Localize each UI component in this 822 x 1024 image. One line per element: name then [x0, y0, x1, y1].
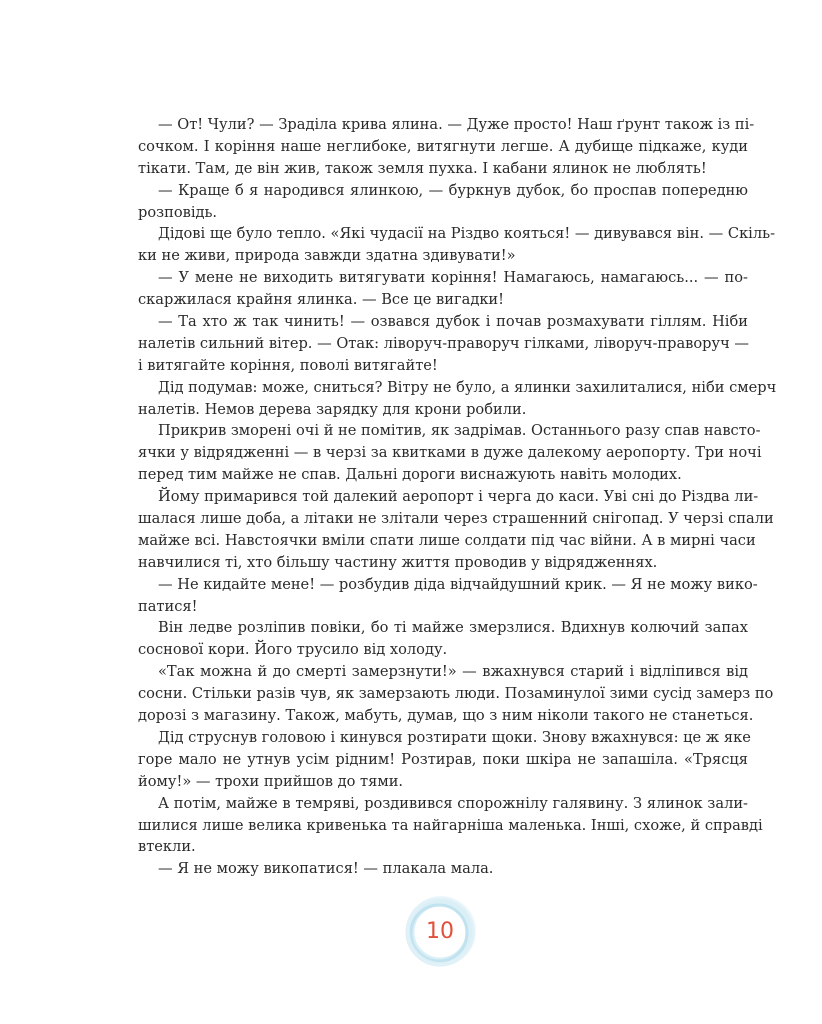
text-line: Прикрив зморені очі й не помітив, як задрімав. Останнього разу спав навсто- — [158, 422, 761, 440]
text-line: — У мене не виходить витягувати коріння! Намагаюсь, намагаюсь... — по- — [158, 269, 748, 287]
text-line: — Краще б я народився ялинкою, — буркнув дубок, бо проспав попередню — [158, 181, 748, 199]
page-number-badge — [402, 894, 478, 970]
text-line: тікати. Там, де він жив, також земля пухка. І кабани ялинок не люблять! — [138, 159, 707, 177]
text-line: і витягайте коріння, поволі витягайте! — [138, 356, 438, 374]
text-line: шалася лише доба, а літаки не злітали через страшенний снігопад. У черзі спали — [138, 510, 774, 528]
text-line: «Так можна й до смерті замерзнути!» — вжахнувся старий і відліпився від — [158, 663, 748, 681]
text-line: шилися лише велика кривенька та найгарніша маленька. Інші, схоже, й справді — [138, 816, 763, 834]
text-line: йому!» — трохи прийшов до тями. — [138, 772, 404, 790]
text-line: — От! Чули? — Зраділа крива ялина. — Дуже просто! Наш ґрунт також із пі- — [158, 116, 755, 133]
text-line: горе мало не утнув усім рідним! Розтирав, поки шкіра не запашіла. «Трясця — [138, 750, 748, 768]
text-line: Йому примарився той далекий аеропорт і черга до каси. Уві сні до Різдва ли- — [158, 488, 759, 506]
page-number: 10 — [426, 919, 454, 944]
text-line: налетів. Немов дерева зарядку для крони робили. — [138, 400, 527, 418]
text-line: Він ледве розліпив повіки, бо ті майже змерзлися. Вдихнув колючий запах — [158, 619, 748, 637]
text-line: перед тим майже не спав. Дальні дороги виснажують навіть молодих. — [138, 466, 682, 484]
text-line: налетів сильний вітер. — Отак: ліворуч-праворуч гілками, ліворуч-праворуч — — [138, 334, 749, 352]
text-line: Дідові ще було тепло. «Які чудасії на Різдво кояться! — дивувався він. — Скіль- — [158, 225, 775, 243]
text-line: сосни. Стільки разів чув, як замерзають люди. Позаминулої зими сусід замерз по — [138, 685, 774, 703]
text-line: — Та хто ж так чинить! — озвався дубок і почав розмахувати гіллям. Ніби — [158, 313, 748, 331]
text-line: — Не кидайте мене! — розбудив діда відчайдушний крик. — Я не можу вико- — [158, 575, 758, 593]
text-line: А потім, майже в темряві, роздивився спорожнілу галявину. З ялинок зали- — [158, 794, 748, 812]
text-line: навчилися ті, хто більшу частину життя проводив у відрядженнях. — [138, 553, 658, 571]
text-line: Дід струснув головою і кинувся розтирати щоки. Знову вжахнувся: це ж яке — [158, 728, 751, 746]
text-line: скаржилася крайня ялинка. — Все це вигадки! — [138, 291, 505, 309]
text-line: розповідь. — [138, 203, 218, 221]
text-line: сочком. І коріння наше неглибоке, витягнути легше. А дубище підкаже, куди — [138, 137, 748, 155]
text-line: майже всі. Навстоячки вміли спати лише солдати під час війни. А в мирні часи — [138, 531, 756, 549]
body-text — [138, 114, 777, 880]
text-line: соснової кори. Його трусило від холоду. — [138, 641, 448, 659]
text-line: Дід подумав: може, сниться? Вітру не було, а ялинки захилиталися, ніби смерч — [158, 378, 777, 396]
text-line: патися! — [138, 597, 198, 615]
text-line: — Я не можу викопатися! — плакала мала. — [158, 860, 494, 878]
text-line: ки не живи, природа завжди здатна здивувати!» — [138, 247, 516, 265]
text-line: дорозі з магазину. Також, мабуть, думав, що з ним ніколи такого не станеться. — [138, 707, 754, 725]
text-line: ячки у відрядженні — в черзі за квитками в дуже далекому аеропорту. Три ночі — [138, 444, 762, 462]
text-line: втекли. — [138, 838, 196, 856]
